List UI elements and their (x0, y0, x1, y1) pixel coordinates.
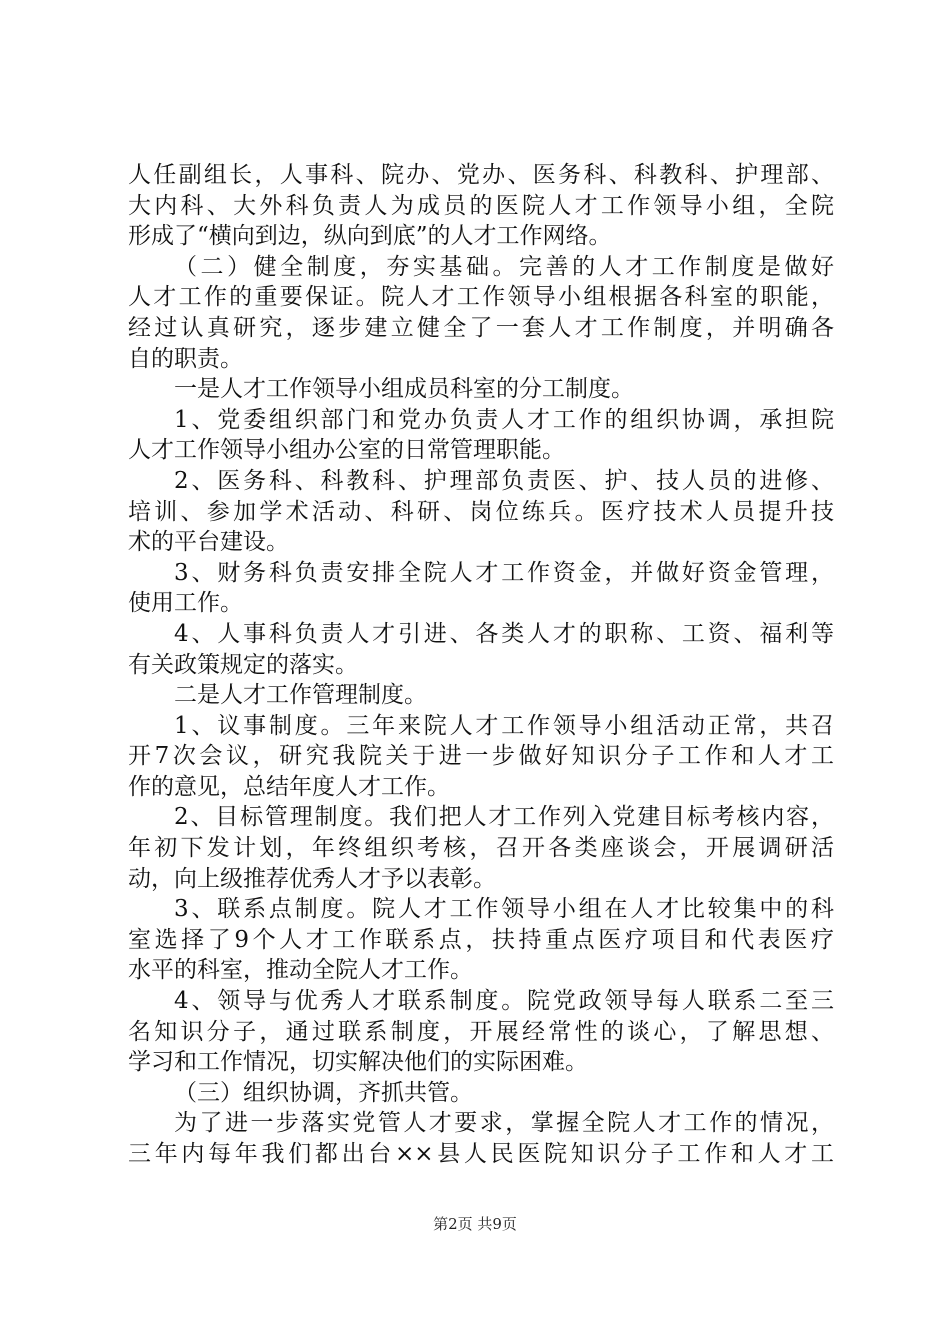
text-line: 4、人事科负责人才引进、各类人才的职称、工资、福利等 (174, 620, 834, 647)
text-line: （二）健全制度，夯实基础。完善的人才工作制度是做好 (174, 253, 834, 280)
text-line: 4、领导与优秀人才联系制度。院党政领导每人联系二至三 (174, 988, 834, 1015)
text-line: 2、医务科、科教科、护理部负责医、护、技人员的进修、 (174, 467, 834, 494)
text-line: 2、目标管理制度。我们把人才工作列入党建目标考核内容， (174, 804, 834, 831)
text-line: （三）组织协调，齐抓共管。 (174, 1079, 473, 1106)
text-line: 经过认真研究，逐步建立健全了一套人才工作制度，并明确各 (128, 314, 834, 341)
text-line: 动，向上级推荐优秀人才予以表彰。 (128, 865, 496, 892)
text-line: 一是人才工作领导小组成员科室的分工制度。 (174, 376, 634, 403)
text-line: 形成了“横向到边，纵向到底”的人才工作网络。 (128, 223, 612, 250)
document-body (128, 160, 834, 1170)
text-line: 人任副组长，人事科、院办、党办、医务科、科教科、护理部、 (128, 162, 834, 188)
text-line: 水平的科室，推动全院人才工作。 (128, 957, 473, 984)
text-line: 二是人才工作管理制度。 (174, 682, 427, 709)
text-line: 有关政策规定的落实。 (128, 651, 358, 678)
text-line: 名知识分子，通过联系制度，开展经常性的谈心，了解思想、 (128, 1018, 834, 1045)
text-line: 室选择了9个人才工作联系点，扶持重点医疗项目和代表医疗 (128, 926, 834, 953)
text-line: 年初下发计划，年终组织考核，召开各类座谈会，开展调研活 (128, 835, 834, 862)
text-line: 作的意见，总结年度人才工作。 (128, 773, 450, 800)
text-line: 3、财务科负责安排全院人才工作资金，并做好资金管理， (174, 559, 834, 586)
text-line: 1、党委组织部门和党办负责人才工作的组织协调，承担院 (174, 406, 834, 433)
text-line: 人才工作的重要保证。院人才工作领导小组根据各科室的职能， (128, 284, 834, 311)
text-line: 1、议事制度。三年来院人才工作领导小组活动正常，共召 (174, 712, 834, 739)
text-line: 使用工作。 (128, 590, 243, 617)
text-line: 学习和工作情况，切实解决他们的实际困难。 (128, 1049, 588, 1076)
text-line: 三年内每年我们都出台××县人民医院知识分子工作和人才工 (128, 1141, 834, 1167)
text-line: 开7次会议，研究我院关于进一步做好知识分子工作和人才工 (128, 743, 834, 770)
text-line: 大内科、大外科负责人为成员的医院人才工作领导小组，全院 (128, 192, 834, 219)
text-line: 培训、参加学术活动、科研、岗位练兵。医疗技术人员提升技 (128, 498, 834, 525)
text-line: 为了进一步落实党管人才要求，掌握全院人才工作的情况， (174, 1110, 834, 1137)
text-line: 术的平台建设。 (128, 529, 289, 556)
text-line: 自的职责。 (128, 345, 243, 372)
page-number-footer: 第2页 共9页 (433, 1215, 517, 1233)
text-line: 3、联系点制度。院人才工作领导小组在人才比较集中的科 (174, 896, 834, 923)
text-line: 人才工作领导小组办公室的日常管理职能。 (128, 437, 565, 464)
